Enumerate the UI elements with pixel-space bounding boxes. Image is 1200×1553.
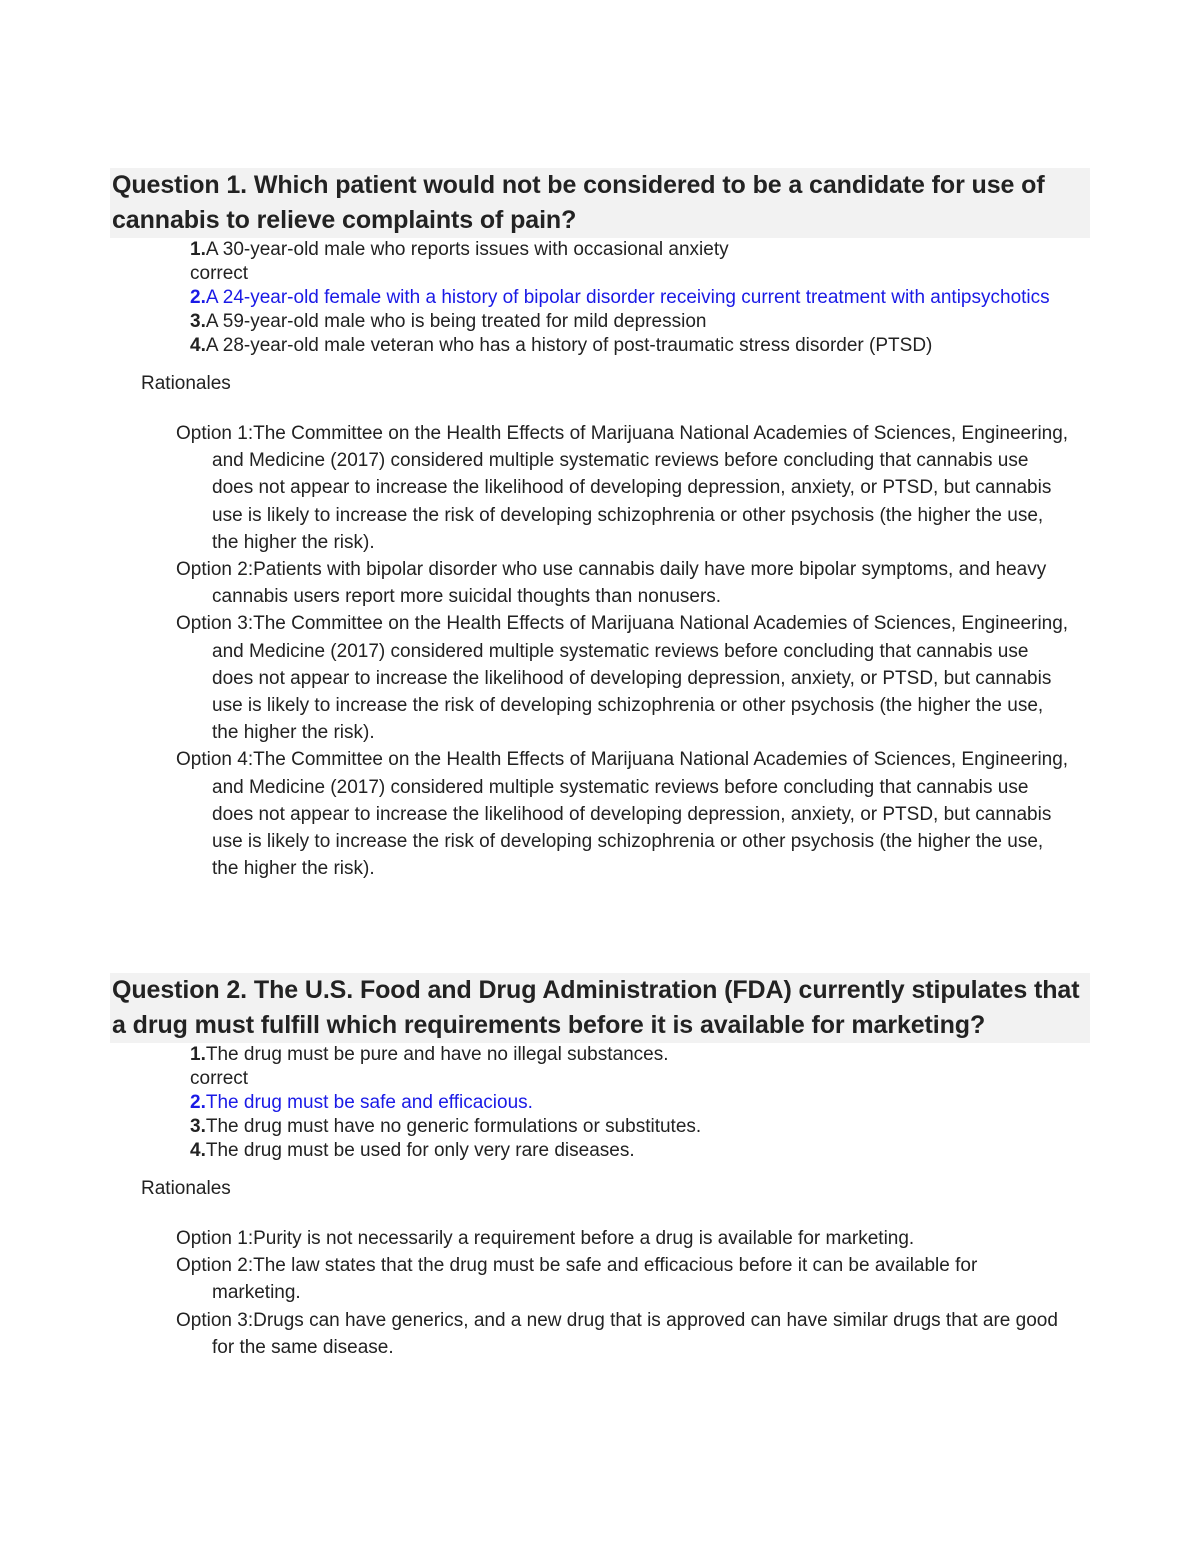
option-text: A 24-year-old female with a history of bipolar disorder receiving current treatment with antipsychotics [205, 287, 1050, 308]
option-number: 4. [190, 335, 206, 356]
question-1-option-2[interactable] [190, 286, 1090, 310]
option-number: 4. [190, 1140, 206, 1161]
question-2-option-1[interactable] [190, 1043, 1090, 1067]
option-text: The drug must be pure and have no illegal substances. [205, 1044, 669, 1065]
option-number: 1. [190, 1044, 206, 1065]
rationale-item: Option 1:The Committee on the Health Effects of Marijuana National Academies of Sciences, Engineering, and Medicine (2017) considered multiple systematic reviews before concluding that cannabis use does not appear to increase the likelihood of developing depression, anxiety, or PTSD, but cannabis use is likely to increase the risk of developing schizophrenia or other psychosis (the higher the use, the higher the risk). [176, 423, 1069, 553]
question-2-options-rest [110, 1091, 1090, 1163]
question-1-heading [110, 168, 1090, 238]
question-2-text: The U.S. Food and Drug Administration (FDA) currently stipulates that a drug must fulfill which requirements before it is available for marketing? [112, 976, 1080, 1039]
option-number: 2. [190, 287, 206, 308]
question-1-options-rest [110, 286, 1090, 358]
rationale-item: Option 4:The Committee on the Health Effects of Marijuana National Academies of Sciences, Engineering, and Medicine (2017) considered multiple systematic reviews before concluding that cannabis use does not appear to increase the likelihood of developing depression, anxiety, or PTSD, but cannabis use is likely to increase the risk of developing schizophrenia or other psychosis (the higher the use, the higher the risk). [176, 749, 1069, 880]
question-1-text: Which patient would not be considered to be a candidate for use of cannabis to relieve complaints of pain? [112, 171, 1045, 234]
question-1-correct-tag: correct [190, 263, 249, 284]
question-2-options [110, 1043, 1090, 1067]
option-text: A 59-year-old male who is being treated for mild depression [205, 311, 707, 332]
question-2-heading [110, 973, 1090, 1043]
option-number: 2. [190, 1092, 206, 1113]
option-text: A 30-year-old male who reports issues with occasional anxiety [205, 239, 729, 260]
question-1 [110, 168, 1090, 882]
rationale-item: Option 1:Purity is not necessarily a requirement before a drug is available for marketing. [176, 1228, 915, 1249]
question-2-option-2[interactable] [190, 1091, 1090, 1115]
question-1-rationales-heading: Rationales [141, 373, 231, 394]
question-2-rationales [176, 1225, 1071, 1361]
question-2 [110, 973, 1090, 1361]
option-number: 3. [190, 1116, 206, 1137]
rationale-item: Option 3:Drugs can have generics, and a new drug that is approved can have similar drugs that are good for the same disease. [176, 1309, 1058, 1358]
question-2-option-3[interactable] [190, 1115, 1090, 1139]
option-text: The drug must be safe and efficacious. [205, 1092, 533, 1113]
rationale-item: Option 3:The Committee on the Health Effects of Marijuana National Academies of Sciences, Engineering, and Medicine (2017) considered multiple systematic reviews before concluding that cannabis use does not appear to increase the likelihood of developing depression, anxiety, or PTSD, but cannabis use is likely to increase the risk of developing schizophrenia or other psychosis (the higher the use, the higher the risk). [176, 613, 1069, 744]
rationale-item: Option 2:Patients with bipolar disorder who use cannabis daily have more bipolar symptoms, and heavy cannabis users report more suicidal thoughts than nonusers. [176, 559, 1047, 608]
question-2-label: Question 2. [112, 976, 248, 1004]
rationale-item: Option 2:The law states that the drug must be safe and efficacious before it can be available for marketing. [176, 1255, 978, 1304]
question-1-option-4[interactable] [190, 334, 1090, 358]
question-2-option-4[interactable] [190, 1139, 1090, 1163]
question-1-options [110, 238, 1090, 262]
option-text: A 28-year-old male veteran who has a history of post-traumatic stress disorder (PTSD) [205, 335, 933, 356]
question-2-correct-tag: correct [190, 1068, 249, 1089]
option-number: 1. [190, 239, 206, 260]
question-1-option-1[interactable] [190, 238, 1090, 262]
question-1-rationales [176, 420, 1071, 882]
question-2-rationales-heading: Rationales [141, 1178, 231, 1199]
question-1-option-3[interactable] [190, 310, 1090, 334]
option-text: The drug must have no generic formulations or substitutes. [205, 1116, 702, 1137]
question-1-label: Question 1. [112, 171, 248, 199]
option-number: 3. [190, 311, 206, 332]
option-text: The drug must be used for only very rare diseases. [205, 1140, 635, 1161]
